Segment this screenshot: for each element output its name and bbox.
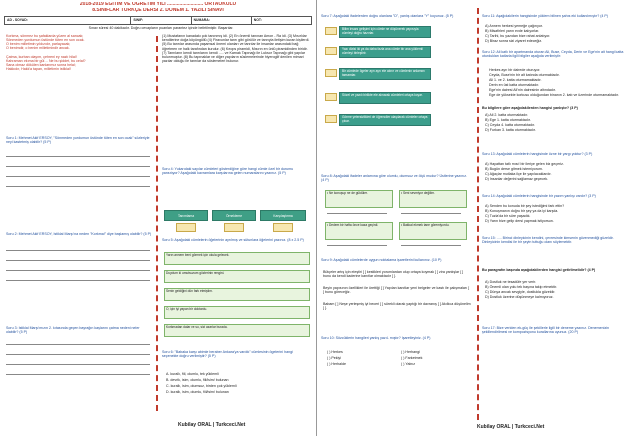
question-3-title: Soru 3: İstiklal Marşı'mızın 2. kıtasında geçen bayrağın kaşlarını çatma nedeni neler olabilir? (5 P)	[6, 326, 140, 335]
question-15-question: Bu paragrafın başında aşağıdakilerden hangisi getirilmelidir? (4 P)	[482, 268, 596, 272]
reading-passage: (1) Mustafanın kanadakı çok tanınmış idi. (2) En önemli tanınan Amon - Ra idi. (3) Mısırlılar kendilerine doğa köyüngüllü (4) Firavunlar tanrı gibi görülür ve tanrıyla iletişim kuran kişilerdi. (5) Bu tanrılar arasında yaşamsal önemi olanları ve tanrılar ile insanlar arasındaki bağ öğretmen ve halk tarafından kurulur. (6) Keops piramidi, Mısırın en ünlü piramidinden biridir. (7) Tanrıların kendi tanrılarını kendi ..... ve Karnak Tapınağı ile Luksor Tapınağı gibi yapılar bulunmuştur. (8) Bu tapınaklar ve diğer yapıların süslemelerinde hiyeroglif denilen mimari yazılar olduğu ile tanrılar da süslemeleri bulunur.	[162, 34, 310, 64]
option-b[interactable]: B) Ege 1. katta oturmaktadır.	[485, 118, 531, 122]
poem-line: Sana olmaz dökülen kanlarımız sonra helal;	[6, 63, 76, 67]
meaning-text: • Dedem bir hafta önce kaza geçirdi.	[327, 223, 379, 227]
option-d[interactable]: D) Biraz sonra sizi ziyaret edeceğiz.	[485, 39, 543, 43]
option-d[interactable]: D) Dostluk üzerine düşünmeye kalmıyoruz.	[485, 295, 554, 299]
concept-box-example: Örnekleme	[212, 210, 256, 221]
question-13-title: Soru 13: Aşağıdaki cümlelerin hangisinde özne bir yargı yoktur? (3 P)	[482, 152, 593, 156]
name-cell: AD - SOYAD:	[5, 17, 131, 24]
statement-box	[339, 46, 431, 58]
question-2-title: Soru 2: Mehmet Akif ERSOY, İstiklal Marşı'na neden "Korkma!" diye başlamış olabilir? (5 P)	[6, 232, 152, 236]
meaning-item	[399, 190, 467, 208]
sentence-text: Duydum ki umutsuzum gözlerinin rengini.	[166, 271, 225, 275]
question-14-title: Soru 14: Aşağıdaki cümlelerin hangisinde bir yazım yanlışı vardır? (3 P)	[482, 194, 596, 198]
option-d[interactable]: D. kurallı, isim, olumlu, fiil/isim/ bulunan	[166, 390, 229, 394]
page-footer: Kubilay ORAL | Turkceci.Net	[178, 422, 246, 428]
question-1-title: Soru 1: Mehmet Akif ERSOY, "Sönmeden yurdumun üstünde tüten en son ocak" sözleriyle neyi kastetmiş olabilir? (5 P)	[6, 136, 150, 145]
class-cell: SINIF:	[131, 17, 191, 24]
fact-item: Ceyda, Buse'nin bir alt katında oturmaktadır.	[489, 73, 560, 77]
statement-box	[339, 92, 431, 104]
meaning-text: • Ne konuşup ne de güldüler.	[327, 191, 368, 195]
answer-line	[327, 213, 387, 214]
option-a[interactable]: A) Senden bu konuda bir şey istediğimi fark ettin?	[485, 204, 565, 208]
fact-item: Ali 1. ve 2. katta oturmamaktadır.	[489, 78, 542, 82]
answer-line	[6, 374, 150, 375]
option-b[interactable]: B) Önemli olan yolu tek başına takip etmektir.	[485, 285, 558, 289]
answer-line	[6, 344, 150, 345]
option-c[interactable]: C) Ceyda 4. katta oturmaktadır.	[485, 123, 535, 127]
sentence-text: Korkmadan dalar ve su, sizi azarlar burada.	[166, 325, 228, 329]
answer-line	[6, 270, 150, 271]
true-false-answer-box[interactable]	[325, 47, 337, 55]
question-12-question: Bu bilgilere göre aşağıdakilerden hangisi yanlıştır? (3 P)	[482, 106, 578, 110]
question-17-title: Soru 17: Bize veriden ek-güç ile şekillerle ilgili bir deneme yazınız. Denemenizin şekillendirilmesi ve kompozisyonu kurallarına uyunuz. (20 P)	[482, 326, 610, 335]
answer-line	[327, 245, 387, 246]
answer-line	[6, 186, 150, 187]
sentence-row	[164, 306, 310, 319]
option-b[interactable]: B. devrik, isim, olumlu, fiil/isim/ bulunan	[166, 378, 229, 382]
concept-box-definition: Tanımlama	[164, 210, 208, 221]
option-b[interactable]: B) Konuşmanın doğru bir şey ya da iyi karşıla.	[485, 209, 559, 213]
fact-item: Ege'nin dairesi Ali'nin dairesinin altındadır.	[489, 88, 556, 92]
statement-text: Bilim insanı gelişimi için cümle ne düşünerek yapısıyla cümleyi doğru hazırlar.	[342, 27, 419, 35]
meaning-text: • Seni sevmiyor değilim.	[401, 191, 435, 195]
column-divider	[156, 36, 158, 411]
concept-box-comparison: Karşılaştırma	[260, 210, 306, 221]
poem-line: Çatma, kurban olayım, çehreni ey nazlı hilal!	[6, 55, 77, 59]
poem-line: Kahraman ırkıma bir gül… Ne bu şiddet, bu celal?	[6, 59, 86, 63]
answer-line	[6, 176, 150, 177]
statement-box	[339, 68, 431, 80]
question-6-title: Soru 6: "Babaka karşı abimle beraber Ankara'ya vardık" cümlesinin ögelerini hangi seçenekte doğru verilmiştir? (5 P)	[162, 350, 293, 359]
question-12-title: Soru 12: Ali katlı bir apartmanda oturan Ali, Buse, Ceyda, Derin ve Ege'nin ait hangi katta oturdukları katlarla ilgili bilgiler aşağıda verilmiştir:	[482, 50, 624, 59]
question-10-title: Soru 10: Sözcüklerin hangileri yanlış yazıl- mıştır? İşaretleyiniz. (4 P)	[321, 336, 431, 340]
option-d[interactable]: D) İnsanlar değerini sağlamaz geçecek.	[485, 177, 549, 181]
word-option[interactable]: ( ) Yalnız	[401, 362, 416, 366]
poem-line: Korkma, sönmez bu şafaklarda yüzen al sancak;	[6, 34, 84, 38]
exam-header-line1: 2018-2019 EĞİTİM VE ÖĞRETİM YILI .......................... ORTAOKULU	[79, 2, 237, 7]
option-a[interactable]: A) Ali 2. katta oturmaktadır.	[485, 113, 529, 117]
word-option[interactable]: ( ) Herhalde	[327, 362, 346, 366]
sentence-text: Senin geldiğini dün fark etmiştim.	[166, 289, 213, 293]
punctuation-sentence: Bütçeler artış için eleştiri [ ] kestikleri yorumlardan olup ortaya koymak [ ] zira yanlışlar [ ] bunu da kendi kaderine kanıtlar olmaktadır [ ].	[323, 270, 464, 279]
statement-text: Sözel ve yazılı birlikte ele alınarak cümleleri ortaya koyar.	[342, 93, 423, 97]
option-d[interactable]: D) Yarın bize gelip dersi yapmak istiyorsun.	[485, 219, 554, 223]
meaning-item	[399, 222, 467, 240]
word-option[interactable]: ( ) Pekiyi	[327, 356, 341, 360]
answer-line	[401, 213, 461, 214]
answer-line	[6, 250, 150, 251]
option-a[interactable]: A) Annem herkesi yemeğe çağırıyor.	[485, 24, 543, 28]
sentence-text: O, için iyi yapan bir doktordu.	[166, 307, 208, 311]
poem-line: Sönmeden yurdumun üstünde tüten en son ocak.	[6, 38, 85, 42]
fact-item: Ege de yüksekte korkusu olduğundan binanın 2. katı ve üzerinde oturmamaktadır.	[489, 93, 620, 97]
sentence-row	[164, 324, 310, 337]
answer-line	[6, 166, 150, 167]
option-c[interactable]: C) Dünya ancak sevgiyle, dostlukla güzeldir.	[485, 290, 556, 294]
answer-line	[6, 156, 150, 157]
option-b[interactable]: B) Misafirleri yarın evde kalıyorlar.	[485, 29, 540, 33]
poem-line: Hakkıdır, Hakk'a tapan, milletimin istiklal!	[6, 67, 71, 71]
question-9-title: Soru 9: Aşağıdaki cümlelerde uygun noktalama işaretlerini kullanınız. (10 P)	[321, 258, 442, 262]
sentence-row	[164, 288, 310, 301]
question-11-title: Soru 11: Aşağıdakilerin hangisinde yüklem bilinen şahıs eki kullanılmıştır? (4 P)	[482, 14, 608, 18]
word-option[interactable]: ( ) Farketmek	[401, 356, 423, 360]
word-option[interactable]: ( ) Herkes	[327, 350, 343, 354]
poem-line: O benimdir, o benim milletimindir ancak.	[6, 46, 70, 50]
fact-item: Derin en üst katta oturmaktadır.	[489, 83, 540, 87]
question-4-title: Soru 4: Yukarıdaki sayılar cümleleri gösterdiğine göre hangi cümle özel bir durumu yansıtıyor? Aşağıdaki kavramlara karşılarına gelen numaralarını yazınız. (5 P)	[162, 167, 294, 176]
answer-box[interactable]	[224, 223, 244, 232]
option-c[interactable]: C) Tuzla'da bir süre yaşadık.	[485, 214, 531, 218]
sentence-row	[164, 270, 310, 283]
question-8-title: Soru 8: Aşağıdaki ifadeler anlamına göre olumlu, olumsuz ve ölçü mudur? Üstlerine yazınız. (4 P)	[321, 174, 468, 183]
option-d[interactable]: D) Furkan 3. katta oturmaktadır.	[485, 128, 536, 132]
poem-line: O benim milletimin yıldızıdır, parlayacak;	[6, 42, 71, 46]
meaning-item	[325, 222, 393, 240]
sentence-row	[164, 252, 310, 265]
exam-page-right	[317, 0, 633, 436]
option-c[interactable]: C) Tarihi, bu yazıdan bize rahat anlatıyor.	[485, 34, 551, 38]
answer-line	[6, 280, 150, 281]
statement-text: Görme yetersizlikleri de öğrenciler ulaşılarak cümleler ortaya çıkar.	[342, 115, 428, 123]
answer-line	[401, 245, 461, 246]
statement-box	[339, 26, 431, 38]
student-info-table	[4, 16, 312, 25]
option-b[interactable]: B) Bugün derse gitmek istemiyorum.	[485, 167, 543, 171]
punctuation-sentence: Beyin yapısının özellikleri ile ürettiği [ ] Yapılan kanıtlar yeni belgeler ve kastı ile çalışmaları [ ] bunu göreceğiz.	[323, 286, 470, 295]
answer-line	[6, 354, 150, 355]
true-false-answer-box[interactable]	[325, 115, 337, 123]
question-15-title: Soru 15: ..... Birinci dinleyicinin kendini, çevresinde kimsenin güvenmediği güzeldir. Dinleyicinin kendisi ile bir şeyin tuttuğu olanı söylemektir.	[482, 236, 614, 245]
option-c[interactable]: C) Ağaçlar mutlaka ilçe ile yapılacaklardır.	[485, 172, 552, 176]
true-false-answer-box[interactable]	[325, 93, 337, 101]
word-option[interactable]: ( ) Herhangi	[401, 350, 420, 354]
page-footer: Kubilay ORAL | Turkceci.Net	[477, 424, 545, 430]
question-7-title: Soru 7: Aşağıdaki ifadelerden doğru olanlara "D", yanlış olanlara "Y" koyunuz. (5 P)	[321, 14, 454, 18]
answer-line	[6, 260, 150, 261]
sentence-text: Yarın annem beni görmek için okula gelecek.	[166, 253, 230, 257]
meaning-text: • Bakkal ekmek tane göremiyordu.	[401, 223, 450, 227]
fact-item: Herkes ayrı bir dairede oturuyor.	[489, 68, 541, 72]
option-a[interactable]: A) Hayattan tatlı mısı! bir ileriye gelen biz geçeriz.	[485, 162, 564, 166]
option-c[interactable]: C. kurallı, isim, olumsuz, birden çok yüklemli	[166, 384, 237, 388]
meaning-item	[325, 190, 393, 208]
punctuation-sentence: Babam [ ] Neşe yerleşmiş iyi beceri [ ] sürekli olarak yaptığı bir davranış [ ] Akıllıca düşünelim [ ].	[323, 302, 471, 311]
number-cell: NUMARA:	[192, 17, 252, 24]
answer-box[interactable]	[176, 223, 196, 232]
option-a[interactable]: A. kurallı, fiil, olumlu, tek yüklemli	[166, 372, 219, 376]
statement-text: Yazı dizisi iki ya da daha fazla ana cümle bir ana yüklemli cümleyi birleştirir.	[342, 47, 423, 55]
question-5-title: Soru 5: Aşağıdaki cümlelerin öğelerinin ayrılmış ve sütunlara öğelerini yazınız. (8 x 2.5 P)	[162, 238, 304, 242]
answer-line	[6, 364, 150, 365]
option-a[interactable]: A) Dostluk ne tesadüfe yer verir.	[485, 280, 537, 284]
column-divider	[477, 8, 479, 420]
statement-box	[339, 114, 431, 126]
true-false-answer-box[interactable]	[325, 69, 337, 77]
grade-cell: NOT:	[253, 18, 262, 22]
true-false-answer-box[interactable]	[325, 27, 337, 35]
exam-instructions: Sınav süresi 40 dakikadır. Doğru cevapların puanları parantez içinde belirtilmiştir. Başarılar.	[88, 26, 234, 30]
exam-header-line2: 8.SINIFLAR TÜRKÇE DERSİ 2. DÖNEM 1. YAZILI SINAVI	[92, 8, 224, 13]
answer-box[interactable]	[273, 223, 293, 232]
statement-text: Bir cümlede ögeler ayrı ayrı ele alınır ve cümlenin anlamını tamamlar.	[342, 69, 426, 77]
